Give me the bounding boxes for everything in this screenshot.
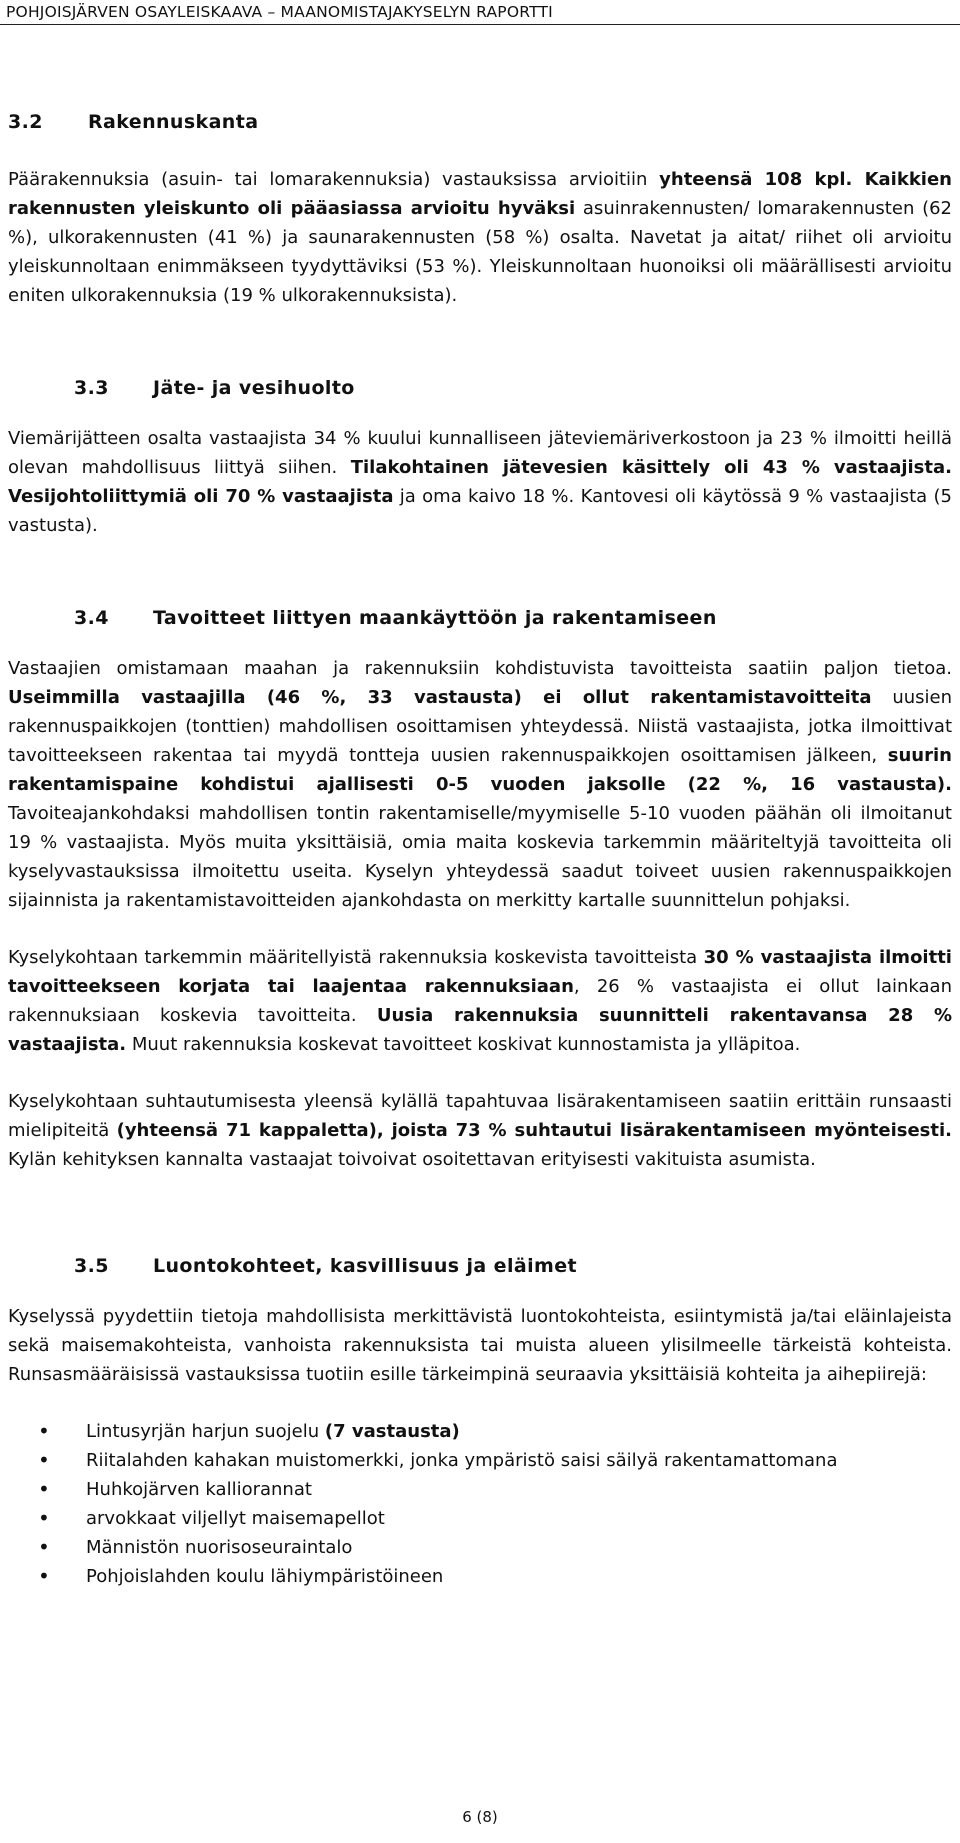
page-number: 6 (8) bbox=[462, 1808, 498, 1826]
section-number: 3.2 bbox=[8, 111, 43, 133]
header-rule bbox=[0, 24, 960, 25]
section-3-4-heading bbox=[8, 604, 952, 633]
section-number: 3.3 bbox=[74, 377, 109, 399]
section-title: Rakennuskanta bbox=[88, 111, 259, 133]
section-3-4-paragraph-3: Kyselykohtaan suhtautumisesta yleensä kylällä tapahtuvaa lisärakentamiseen saatiin erittäin runsaasti mielipiteitä (yhteensä 71 kappaletta), joista 73 % suhtautui lisärakentamiseen myönteisesti. Kylän kehityksen kannalta vastaajat toivoivat osoitettavan erityisesti vakituista asumista. bbox=[8, 1091, 952, 1170]
section-3-2-heading bbox=[8, 108, 952, 137]
section-3-3-heading bbox=[8, 374, 952, 403]
section-3-3-paragraph: Viemärijätteen osalta vastaajista 34 % kuului kunnalliseen jäteviemäriverkostoon ja 23 % ilmoitti heillä olevan mahdollisuus liittyä siihen. Tilakohtainen jätevesien käsittely oli 43 % vastaajista. Vesijohtoliittymiä oli 70 % vastaajista ja oma kaivo 18 %. Kantovesi oli käytössä 9 % vastaajista (5 vastusta). bbox=[8, 428, 952, 536]
section-number: 3.5 bbox=[74, 1255, 109, 1277]
list-item: • Lintusyrjän harjun suojelu (7 vastausta) bbox=[8, 1417, 952, 1446]
section-3-2-paragraph: Päärakennuksia (asuin- tai lomarakennuksia) vastauksissa arvioitiin yhteensä 108 kpl. Kaikkien rakennusten yleiskunto oli pääasiassa arvioitu hyväksi asuinrakennusten/ lomarakennusten (62 %), ulkorakennusten (41 %) ja saunarakennusten (58 %) osalta. Navetat ja aitat/ riihet oli arvioitu yleiskunnoltaan enimmäkseen tyydyttäviksi (53 %). Yleiskunnoltaan huonoiksi oli määrällisesti arvioitu eniten ulkorakennuksia (19 % ulkorakennuksista). bbox=[8, 169, 952, 306]
section-title: Tavoitteet liittyen maankäyttöön ja rakentamiseen bbox=[153, 607, 717, 629]
list-item: • Pohjoislahden koulu lähiympäristöineen bbox=[8, 1562, 952, 1591]
section-title: Jäte- ja vesihuolto bbox=[153, 377, 355, 399]
section-3-5-heading bbox=[8, 1252, 952, 1281]
list-item: • arvokkaat viljellyt maisemapellot bbox=[8, 1504, 952, 1533]
document-body bbox=[8, 108, 952, 1591]
section-3-4-paragraph-1: Vastaajien omistamaan maahan ja rakennuksiin kohdistuvista tavoitteista saatiin paljon tietoa. Useimmilla vastaajilla (46 %, 33 vastausta) ei ollut rakentamistavoitteita uusien rakennuspaikkojen (tonttien) mahdollisen osoittamisen yhteydessä. Niistä vastaajista, jotka ilmoittivat tavoitteekseen rakentaa tai myydä tontteja uusien rakennuspaikkojen osoittamisen jälkeen, suurin rakentamispaine kohdistui ajallisesti 0-5 vuoden jaksolle (22 %, 16 vastausta). Tavoiteajankohdaksi mahdollisen tontin rakentamiselle/myymiselle 5-10 vuoden päähän oli ilmoitanut 19 % vastaajista. Myös muita yksittäisiä, omia maita koskevia tarkemmin määriteltyjä tavoitteita oli kyselyvastauksissa ilmoitettu useita. Kyselyn yhteydessä saadut toiveet uusien rakennuspaikkojen sijainnista ja rakentamistavoitteiden ajankohdasta on merkitty kartalle suunnittelun pohjaksi. bbox=[8, 658, 952, 911]
section-title: Luontokohteet, kasvillisuus ja eläimet bbox=[153, 1255, 577, 1277]
running-header: POHJOISJÄRVEN OSAYLEISKAAVA – MAANOMISTAJAKYSELYN RAPORTTI bbox=[6, 3, 553, 21]
section-3-5-paragraph: Kyselyssä pyydettiin tietoja mahdollisista merkittävistä luontokohteista, esiintymistä ja/tai eläinlajeista sekä maisemakohteista, vanhoista rakennuksista tai muista alueen ylisilmeelle tärkeistä kohteista. Runsasmääräisissä vastauksissa tuotiin esille tärkeimpinä seuraavia yksittäisiä kohteita ja aihepiirejä: bbox=[8, 1306, 952, 1385]
list-item: • Riitalahden kahakan muistomerkki, jonka ympäristö saisi säilyä rakentamattomana bbox=[8, 1446, 952, 1475]
list-item: • Huhkojärven kalliorannat bbox=[8, 1475, 952, 1504]
section-3-4-paragraph-2: Kyselykohtaan tarkemmin määritellyistä rakennuksia koskevista tavoitteista 30 % vastaajista ilmoitti tavoitteekseen korjata tai laajentaa rakennuksiaan, 26 % vastaajista ei ollut lainkaan rakennuksiaan koskevia tavoitteita. Uusia rakennuksia suunnitteli rakentavansa 28 % vastaajista. Muut rakennuksia koskevat tavoitteet koskivat kunnostamista ja ylläpitoa. bbox=[8, 947, 952, 1055]
nature-sites-list bbox=[8, 1417, 952, 1591]
list-item: • Männistön nuorisoseuraintalo bbox=[8, 1533, 952, 1562]
section-number: 3.4 bbox=[74, 607, 109, 629]
